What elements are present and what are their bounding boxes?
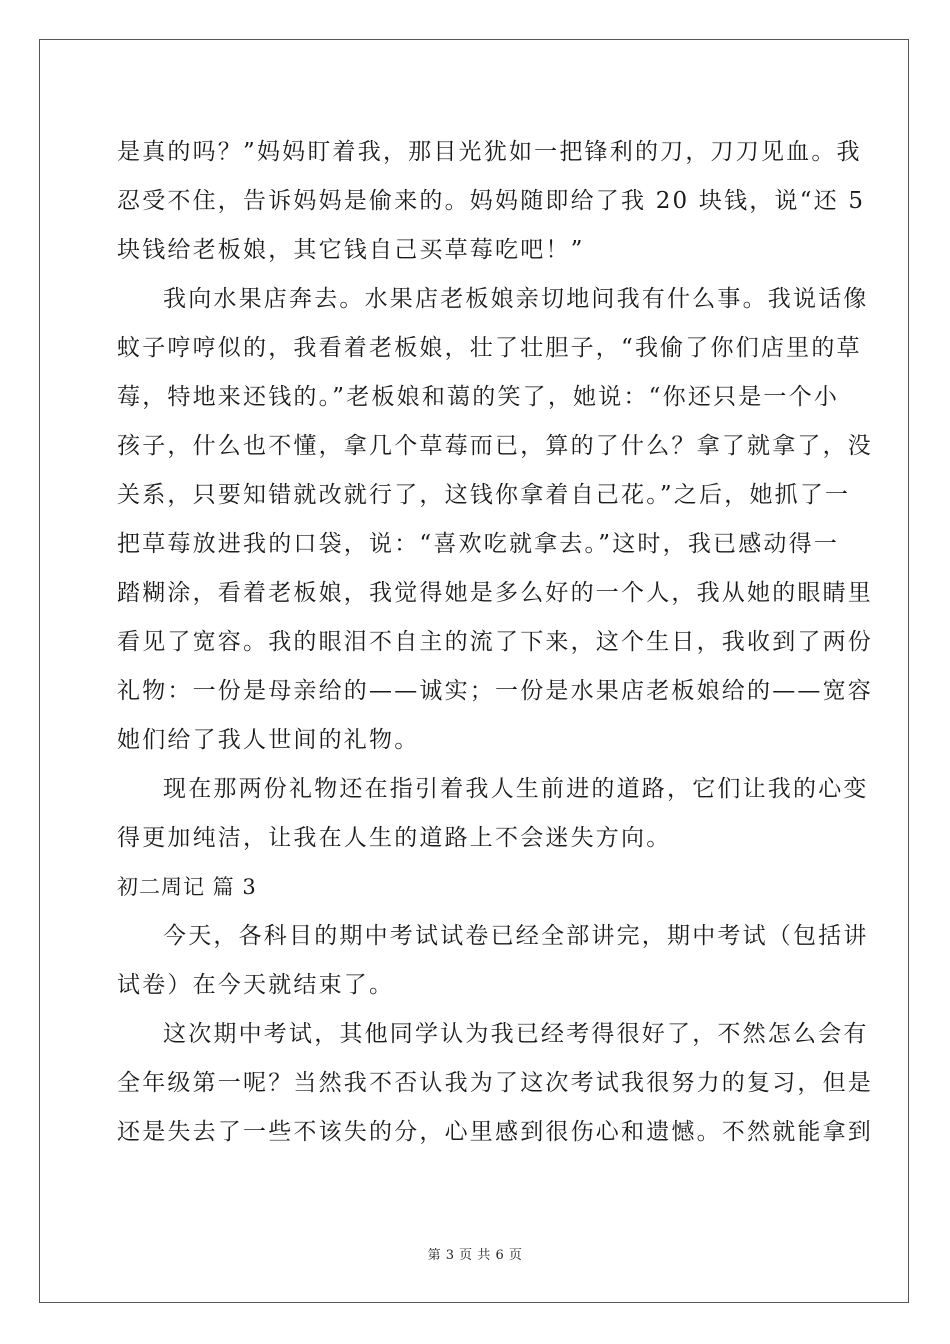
text-line: 关系，只要知错就改就行了，这钱你拿着自己花。”之后，她抓了一 [117,482,851,508]
text-line: 莓，特地来还钱的。”老板娘和蔼的笑了，她说：“你还只是一个小 [117,384,840,410]
text-line: 块钱给老板娘，其它钱自己买草莓吃吧！” [117,237,585,263]
text-line: 是真的吗？”妈妈盯着我，那目光犹如一把锋利的刀，刀刀见血。我 [117,139,862,165]
page-number: 第 3 页 共 6 页 [427,1248,523,1263]
text-line: 得更加纯洁，让我在人生的道路上不会迷失方向。 [117,825,672,851]
paragraph-block [117,912,873,1157]
text-line: 忍受不住，告诉妈妈是偷来的。妈妈随即给了我 20 块钱，说“还 5 [117,188,866,214]
text-line: 踏糊涂，看着老板娘，我觉得她是多么好的一个人，我从她的眼睛里 [117,580,873,606]
text-line: 现在那两份礼物还在指引着我人生前进的道路，它们让我的心变 [163,776,869,802]
text-line: 礼物：一份是母亲给的——诚实；一份是水果店老板娘给的——宽容 [117,678,873,704]
text-line: 今天，各科目的期中考试试卷已经全部讲完，期中考试（包括讲 [163,923,869,949]
text-line: 蚊子哼哼似的，我看着老板娘，壮了壮胆子，“我偷了你们店里的草 [117,335,862,361]
paragraph-block [117,128,873,863]
text-line: 把草莓放进我的口袋，说：“喜欢吃就拿去。”这时，我已感动得一 [117,531,840,557]
text-line: 这次期中考试，其他同学认为我已经考得很好了，不然怎么会有 [163,1021,869,1047]
text-line: 试卷）在今天就结束了。 [117,972,395,998]
text-line: 孩子，什么也不懂，拿几个草莓而已，算的了什么？拿了就拿了，没 [117,433,873,459]
text-line: 全年级第一呢？当然我不否认我为了这次考试我很努力的复习，但是 [117,1070,873,1096]
document-body [117,128,873,1157]
text-line: 她们给了我人世间的礼物。 [117,727,420,753]
text-line: 看见了宽容。我的眼泪不自主的流了下来，这个生日，我收到了两份 [117,629,873,655]
section-heading: 初二周记 篇 3 [117,875,257,899]
text-line: 还是失去了一些不该失的分，心里感到很伤心和遗憾。不然就能拿到 [117,1119,873,1145]
text-line: 我向水果店奔去。水果店老板娘亲切地问我有什么事。我说话像 [163,286,869,312]
